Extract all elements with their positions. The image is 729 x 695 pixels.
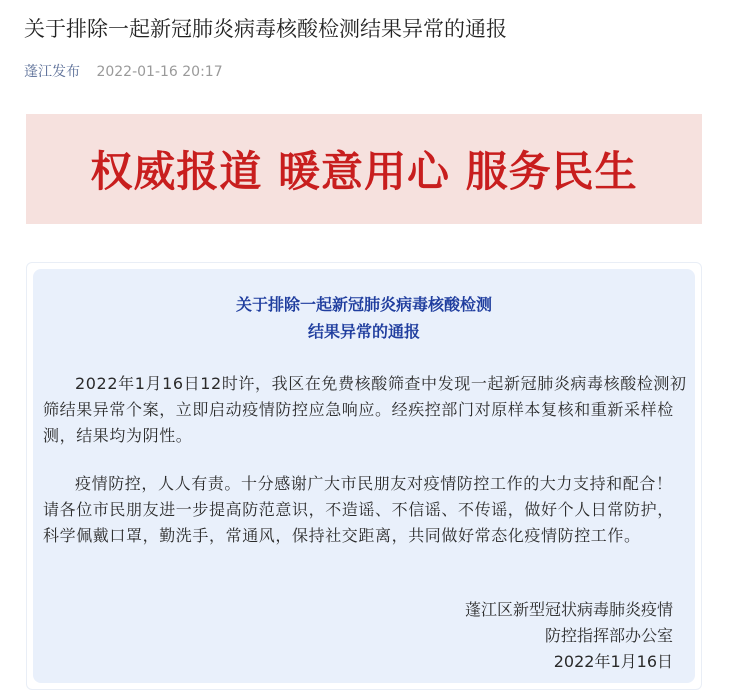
notice-heading <box>33 291 695 345</box>
author-link[interactable]: 蓬江发布 <box>24 64 80 80</box>
notice-frame <box>26 262 702 690</box>
notice-signature <box>465 597 673 675</box>
notice-heading-line-1: 关于排除一起新冠肺炎病毒核酸检测 <box>235 295 492 314</box>
banner-slogan: 权威报道 暖意用心 服务民生 <box>90 147 638 196</box>
signature-org-line-2: 防控指挥部办公室 <box>544 626 673 645</box>
article-title: 关于排除一起新冠肺炎病毒核酸检测结果异常的通报 <box>24 17 507 41</box>
notice-card <box>33 269 695 683</box>
notice-paragraph-1: 2022年1月16日12时许，我区在免费核酸筛查中发现一起新冠肺炎病毒核酸检测初筛结果异常个案，立即启动疫情防控应急响应。经疾控部门对原样本复核和重新采样检测，结果均为阴性。 <box>43 374 687 445</box>
article-meta <box>24 61 223 83</box>
signature-date: 2022年1月16日 <box>553 652 673 671</box>
notice-paragraph-2: 疫情防控，人人有责。十分感谢广大市民朋友对疫情防控工作的大力支持和配合！请各位市民朋友进一步提高防范意识，不造谣、不信谣、不传谣，做好个人日常防护，科学佩戴口罩，勤洗手，常通风，保持社交距离，共同做好常态化疫情防控工作。 <box>43 474 674 545</box>
slogan-banner <box>26 114 702 224</box>
signature-org-line-1: 蓬江区新型冠状病毒肺炎疫情 <box>464 600 673 619</box>
notice-heading-line-2: 结果异常的通报 <box>307 322 420 341</box>
notice-body <box>43 371 687 571</box>
publish-date: 2022-01-16 20:17 <box>96 64 223 80</box>
